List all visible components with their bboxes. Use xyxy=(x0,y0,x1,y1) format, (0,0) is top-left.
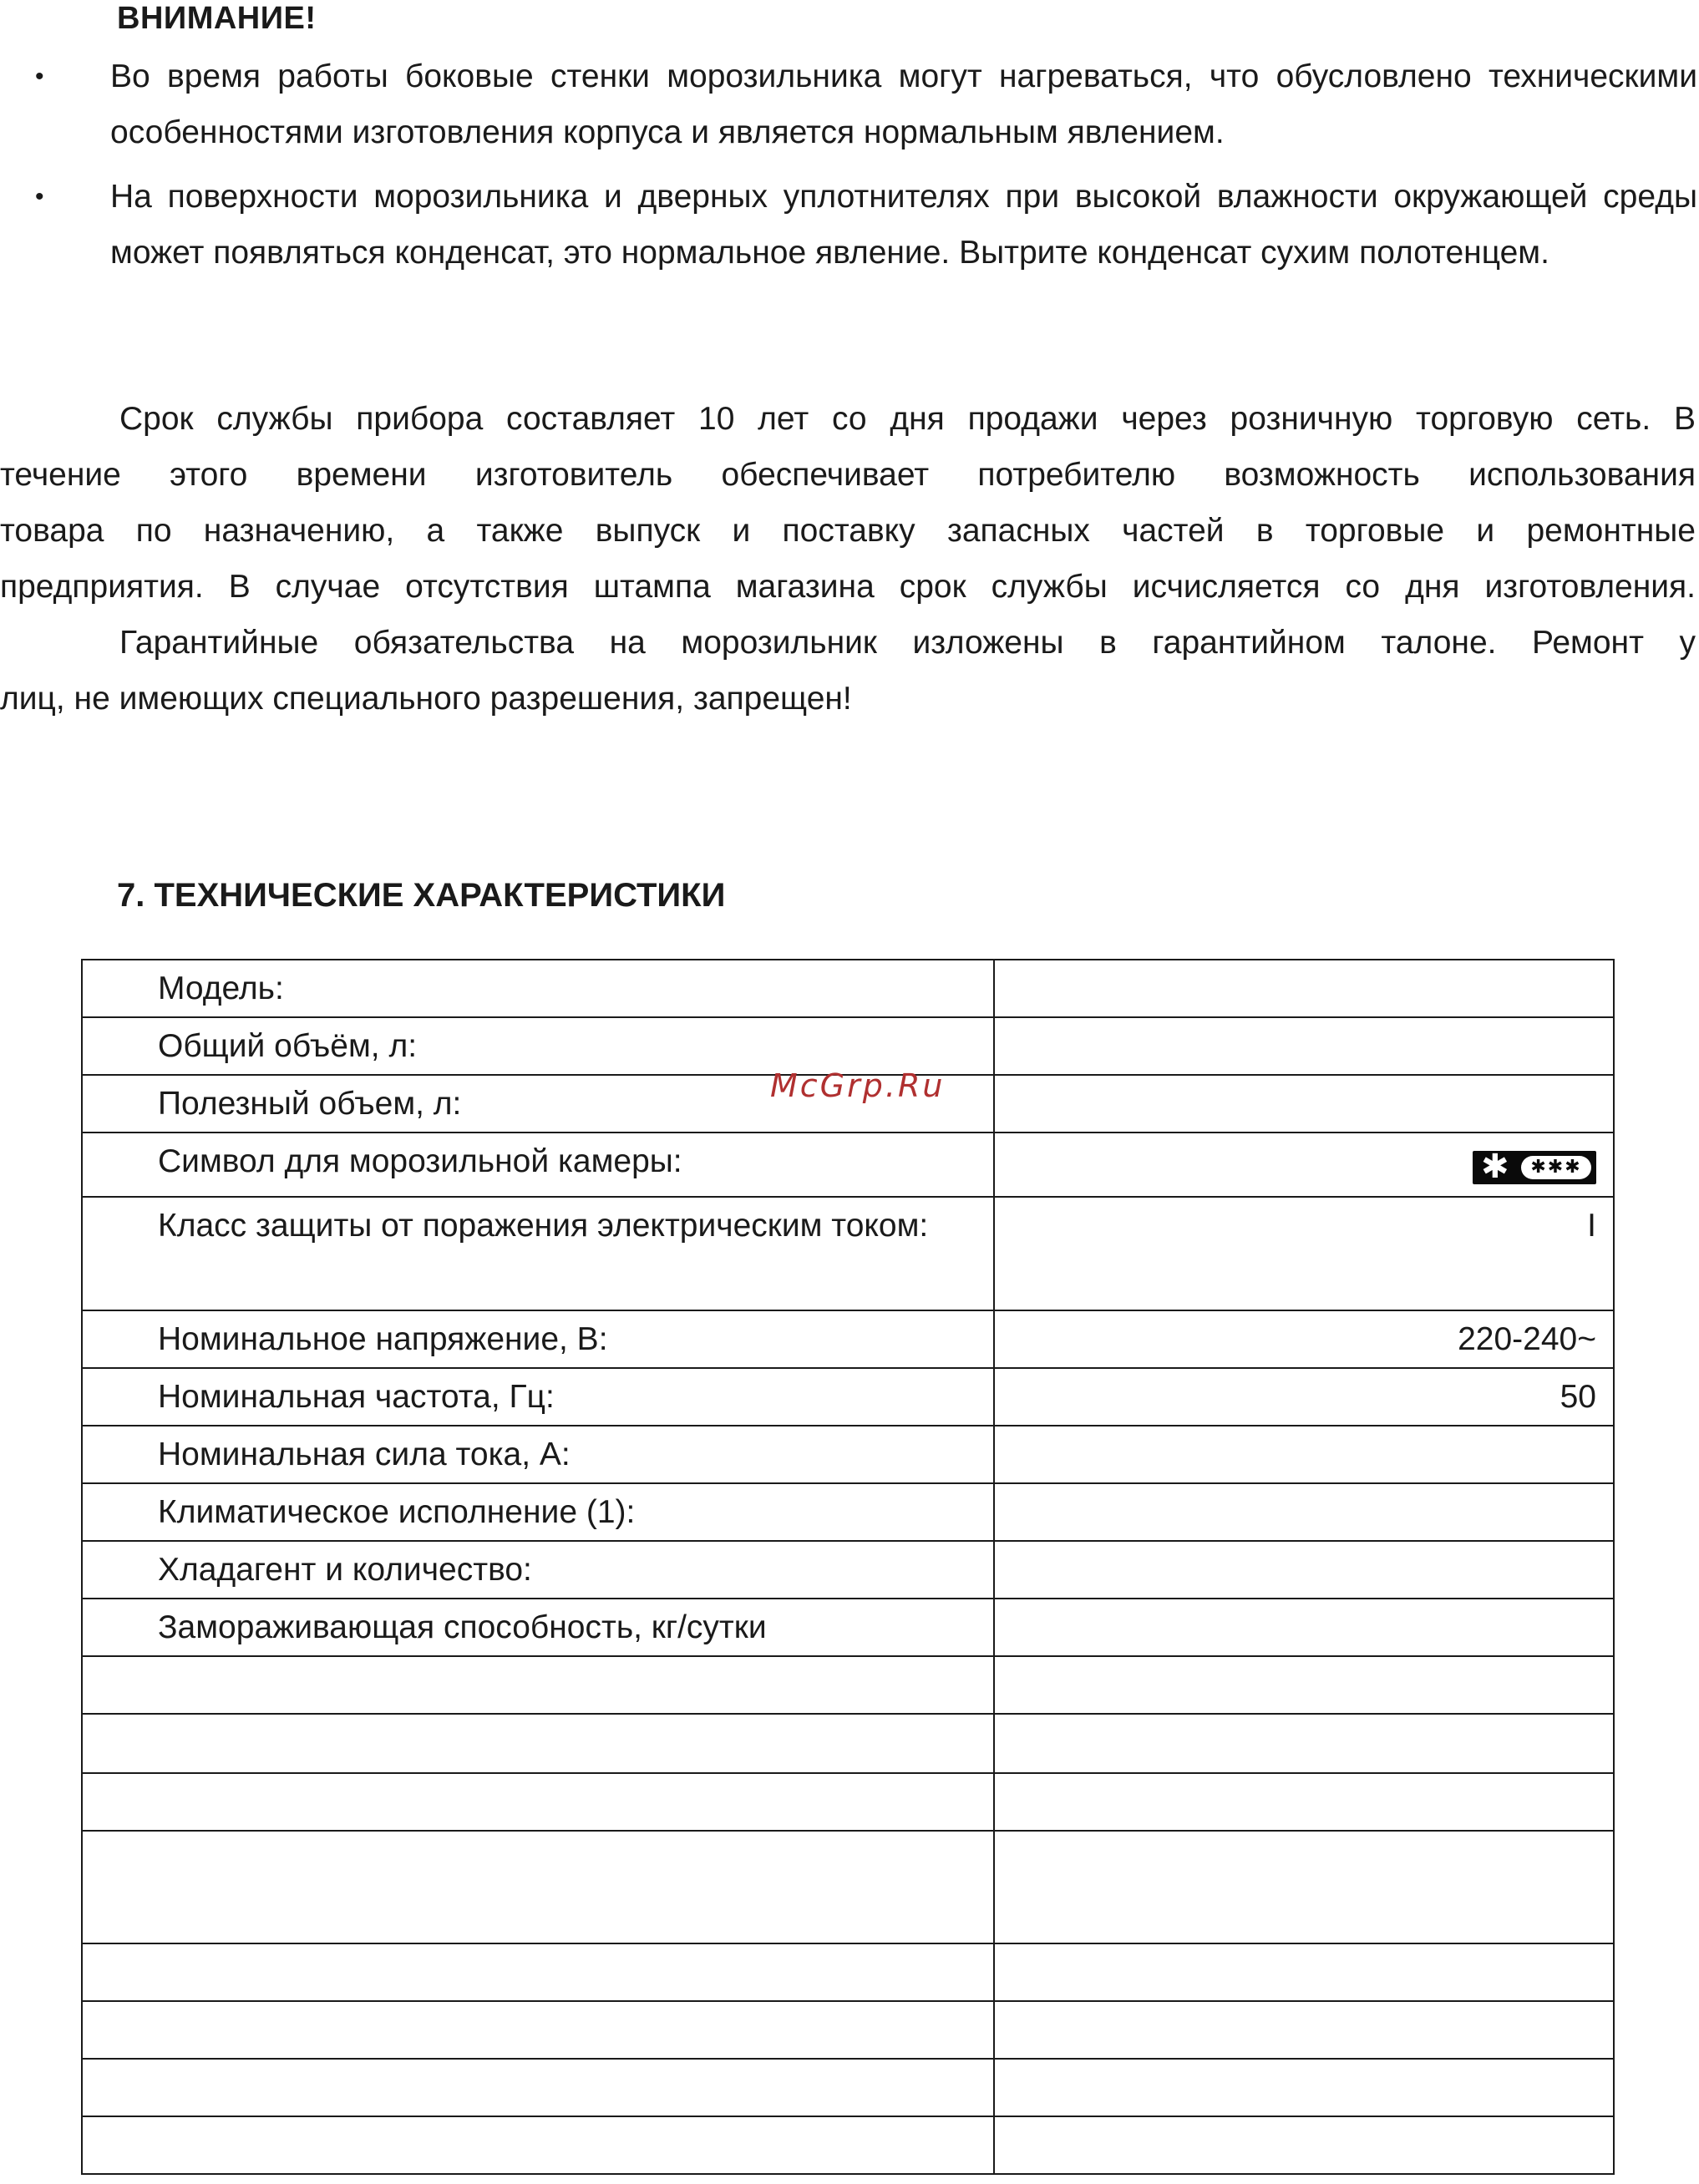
spec-label xyxy=(82,1773,994,1831)
table-row xyxy=(82,1368,1614,1426)
paragraph-line: Срок службы прибора составляет 10 лет со дня продажи через розничную торговую сеть. В xyxy=(119,401,1696,437)
spec-value xyxy=(994,1599,1614,1656)
spec-label: Номинальная частота, Гц: xyxy=(82,1368,994,1426)
spec-value xyxy=(994,2001,1614,2059)
spec-value xyxy=(994,1075,1614,1133)
paragraph-line: предприятия. В случае отсутствия штампа магазина срок службы исчисляется со дня изготовления. xyxy=(0,569,1696,605)
spec-label: Общий объём, л: xyxy=(82,1017,994,1075)
spec-label xyxy=(82,1714,994,1773)
spec-value: 50 xyxy=(994,1368,1614,1426)
paragraph-line: лиц, не имеющих специального разрешения, запрещен! xyxy=(0,681,852,717)
table-row xyxy=(82,1197,1614,1310)
spec-label: Класс защиты от поражения электрическим током: xyxy=(82,1197,994,1310)
table-row xyxy=(82,960,1614,1017)
spec-value xyxy=(994,1483,1614,1541)
watermark: McGrp.Ru xyxy=(770,1067,946,1104)
table-row xyxy=(82,2059,1614,2116)
spec-value xyxy=(994,1943,1614,2001)
paragraph-line: Гарантийные обязательства на морозильник изложены в гарантийном талоне. Ремонт у xyxy=(119,625,1696,661)
spec-value xyxy=(994,1017,1614,1075)
bullet-dot: • xyxy=(35,63,44,90)
bullet-text: На поверхности морозильника и дверных уплотнителях при высокой влажности окружающей среды может появляться конденсат, это нормальное явление. Вытрите конденсат сухим полотенцем. xyxy=(110,179,1697,271)
table-row xyxy=(82,1656,1614,1714)
warning-title: ВНИМАНИЕ! xyxy=(117,1,317,36)
service-life-paragraph xyxy=(0,391,1696,727)
bullet-text: Во время работы боковые стенки морозильника могут нагреваться, что обусловлено техническими особенностями изготовления корпуса и является нормальным явлением. xyxy=(110,58,1697,150)
table-row xyxy=(82,1541,1614,1599)
paragraph-line: течение этого времени изготовитель обеспечивает потребителю возможность использования xyxy=(0,457,1696,493)
spec-value xyxy=(994,1133,1614,1197)
spec-label xyxy=(82,2059,994,2116)
spec-value xyxy=(994,1831,1614,1943)
spec-value xyxy=(994,960,1614,1017)
spec-label: Номинальное напряжение, В: xyxy=(82,1310,994,1368)
spec-value xyxy=(994,2059,1614,2116)
snowflake-icon: ✱ xyxy=(1481,1147,1509,1186)
table-row xyxy=(82,1831,1614,1943)
spec-value xyxy=(994,1656,1614,1714)
spec-label: Полезный объем, л: xyxy=(82,1075,994,1133)
spec-value xyxy=(994,1714,1614,1773)
three-star-icon: ✱✱✱ xyxy=(1521,1156,1591,1179)
spec-value xyxy=(994,1541,1614,1599)
table-row xyxy=(82,1017,1614,1075)
table-row xyxy=(82,2001,1614,2059)
table-row xyxy=(82,1599,1614,1656)
spec-label: Модель: xyxy=(82,960,994,1017)
table-row xyxy=(82,1714,1614,1773)
spec-label: Символ для морозильной камеры: xyxy=(82,1133,994,1197)
table-row xyxy=(82,2116,1614,2174)
spec-value: I xyxy=(994,1197,1614,1310)
spec-label: Замораживающая способность, кг/сутки xyxy=(82,1599,994,1656)
spec-value: 220-240~ xyxy=(994,1310,1614,1368)
spec-label xyxy=(82,2001,994,2059)
table-row xyxy=(82,1483,1614,1541)
spec-value xyxy=(994,1426,1614,1483)
spec-label xyxy=(82,2116,994,2174)
spec-label: Номинальная сила тока, А: xyxy=(82,1426,994,1483)
table-row xyxy=(82,1943,1614,2001)
spec-value xyxy=(994,1773,1614,1831)
section-title: 7. ТЕХНИЧЕСКИЕ ХАРАКТЕРИСТИКИ xyxy=(117,877,726,914)
spec-label: Климатическое исполнение (1): xyxy=(82,1483,994,1541)
table-row xyxy=(82,1133,1614,1197)
spec-label: Хладагент и количество: xyxy=(82,1541,994,1599)
table-row xyxy=(82,1310,1614,1368)
table-row xyxy=(82,1773,1614,1831)
spec-label xyxy=(82,1656,994,1714)
bullet-dot: • xyxy=(35,183,44,210)
paragraph-line: товара по назначению, а также выпуск и поставку запасных частей в торговые и ремонтные xyxy=(0,513,1696,549)
table-row xyxy=(82,1426,1614,1483)
spec-label xyxy=(82,1943,994,2001)
specs-table xyxy=(81,959,1615,2175)
spec-label xyxy=(82,1831,994,1943)
spec-value xyxy=(994,2116,1614,2174)
freezer-star-rating-icon xyxy=(1473,1147,1596,1186)
